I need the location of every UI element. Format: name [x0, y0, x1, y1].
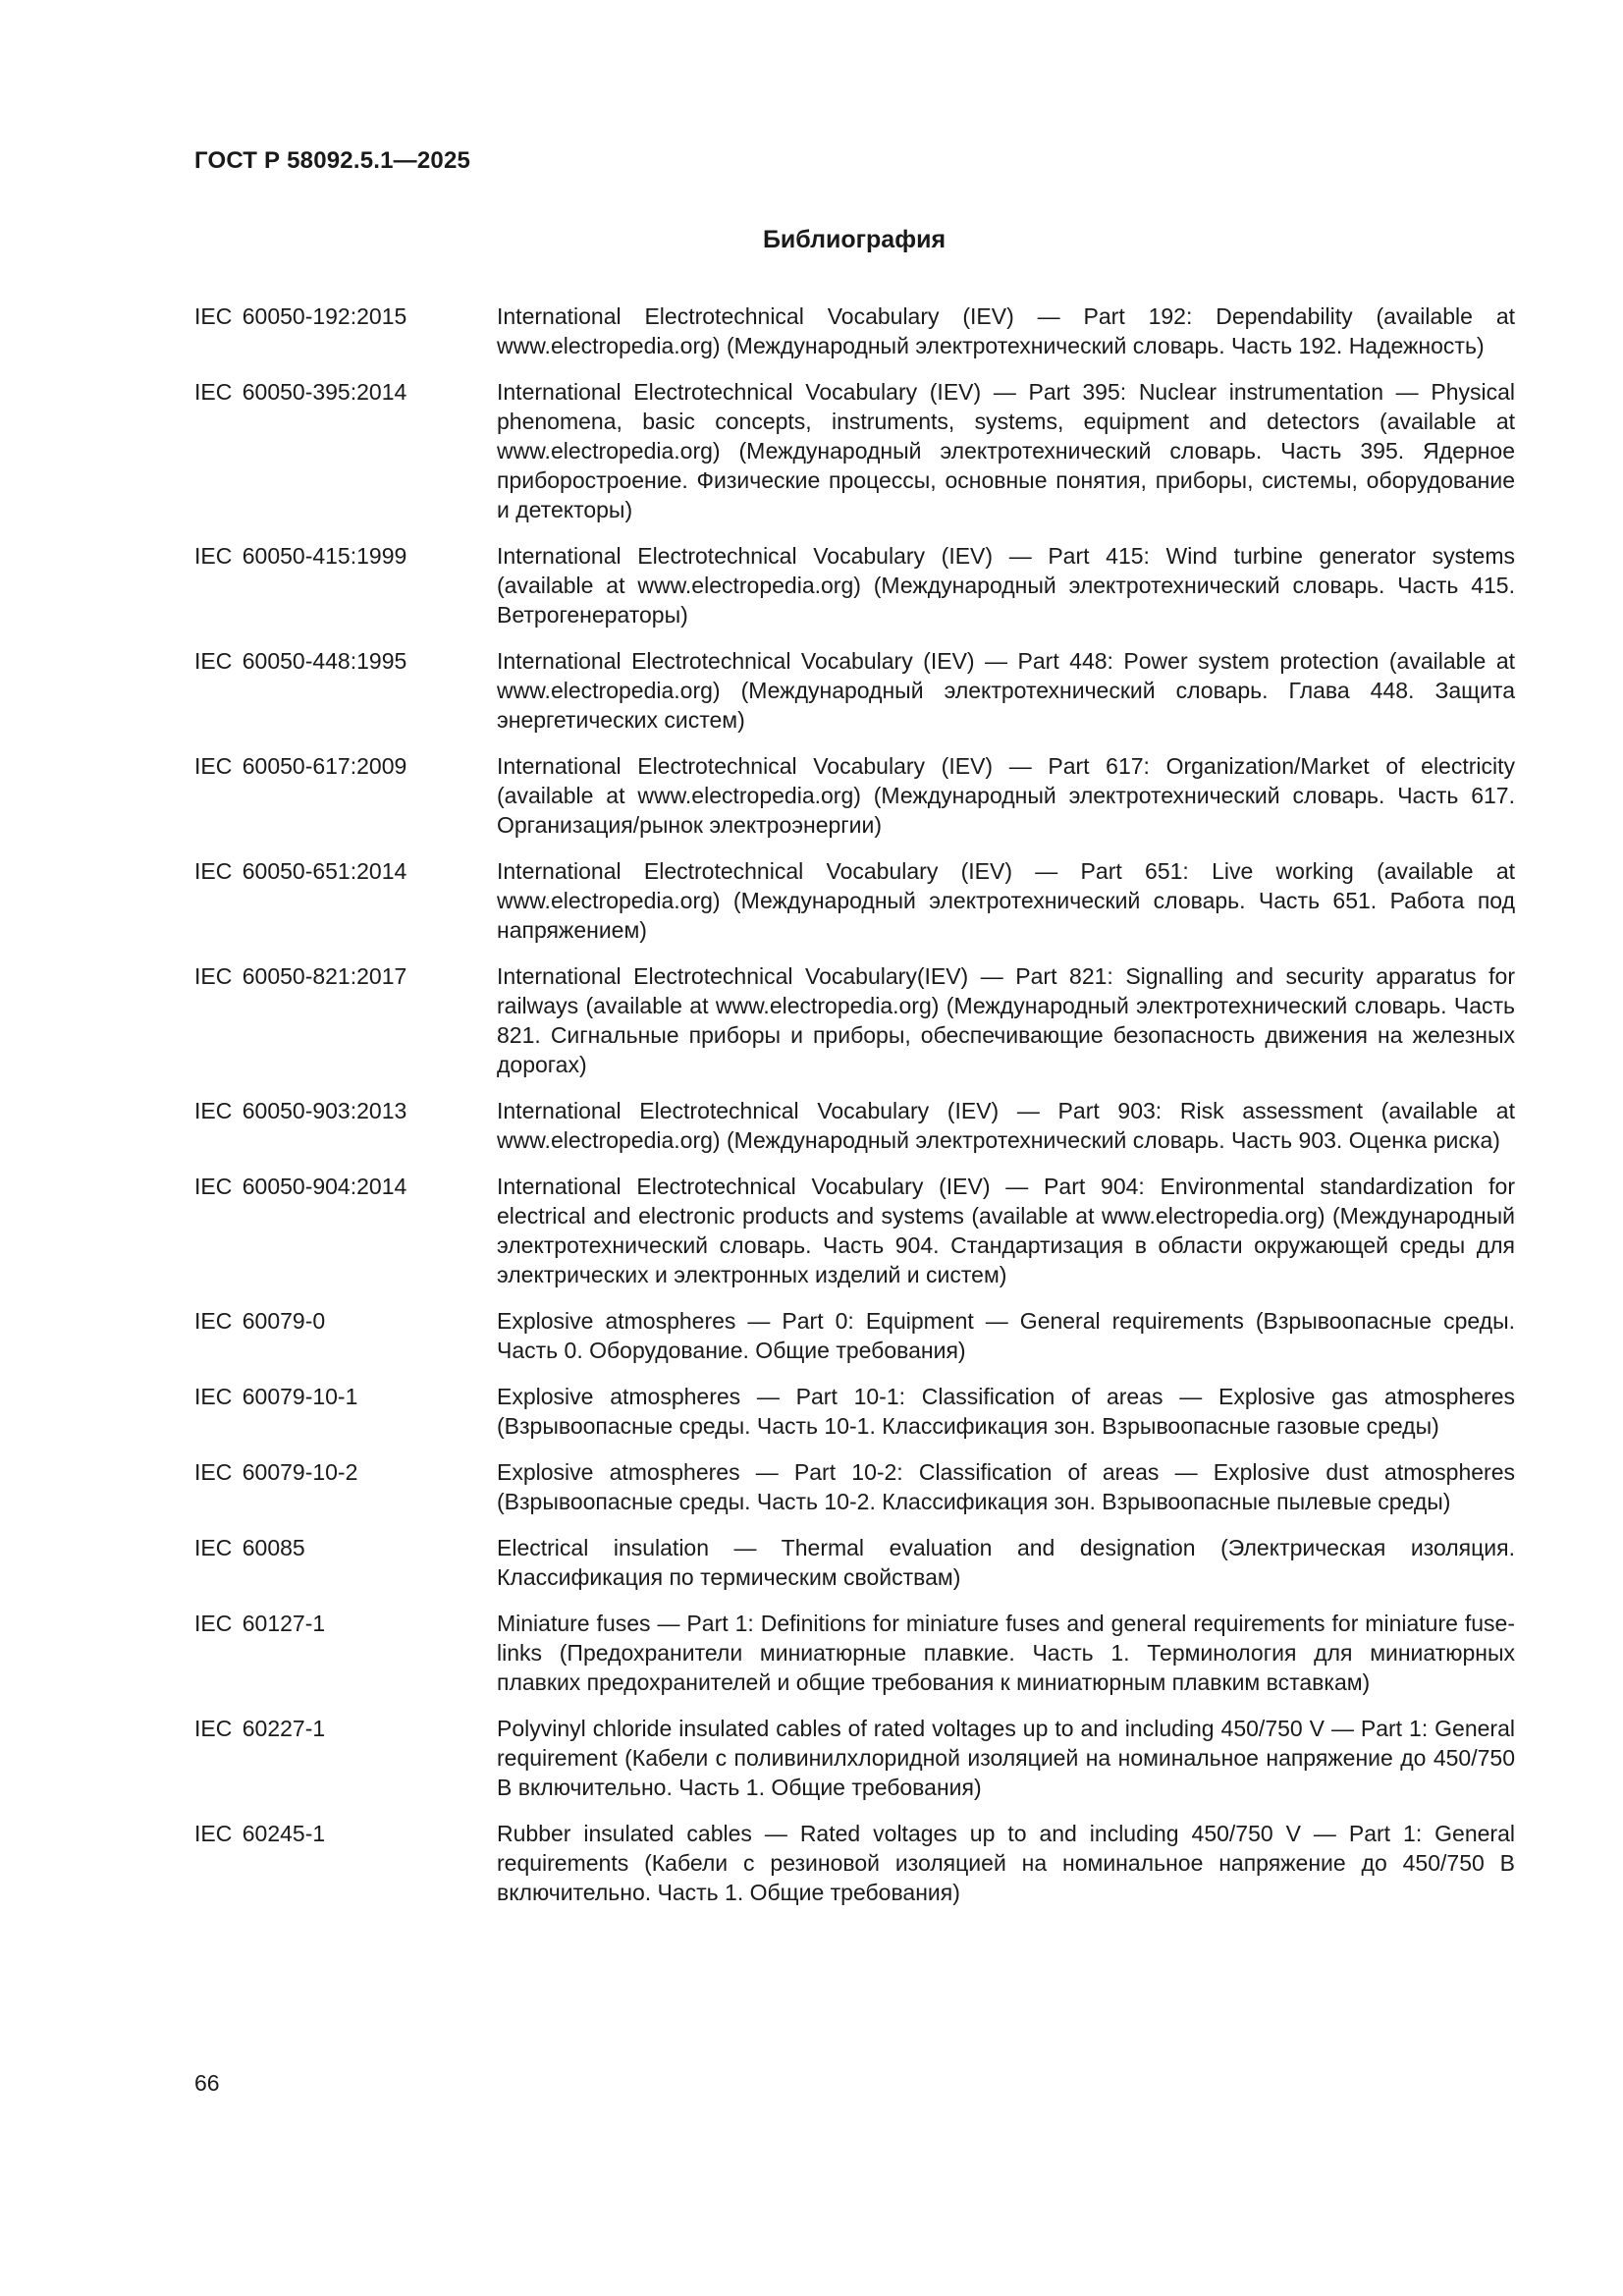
bibliography-entry: [194, 1533, 1515, 1592]
reference-description: International Electrotechnical Vocabulary (IEV) — Part 651: Live working (available at www.electropedia.org) (Международный электротехнический словарь. Часть 651. Работа под напряжением): [497, 858, 1515, 943]
reference-description: International Electrotechnical Vocabulary (IEV) — Part 395: Nuclear instrumentation — Physical phenomena, basic concepts, instruments, systems, equipment and detectors (available at www.electropedia.org) (Международный электротехнический словарь. Часть 395. Ядерное приборостроение. Физические процессы, основные понятия, приборы, системы, оборудование и детекторы): [497, 379, 1515, 522]
reference-code: IEC 60079-10-1: [194, 1384, 358, 1409]
reference-description: International Electrotechnical Vocabulary (IEV) — Part 903: Risk assessment (available at www.electropedia.org) (Международный электротехнический словарь. Часть 903. Оценка риска): [497, 1098, 1515, 1153]
bibliography-entry: [194, 1457, 1515, 1516]
reference-code: IEC 60085: [194, 1535, 305, 1560]
bibliography-list: [194, 301, 1515, 1924]
bibliography-entry: [194, 1096, 1515, 1155]
reference-code: IEC 60050-903:2013: [194, 1098, 407, 1123]
reference-code: IEC 60050-617:2009: [194, 753, 407, 779]
reference-description: International Electrotechnical Vocabulary (IEV) — Part 448: Power system protection (available at www.electropedia.org) (Международный электротехнический словарь. Глава 448. Защита энергетических систем): [497, 648, 1515, 733]
page-number: 66: [194, 2070, 220, 2096]
reference-code: IEC 60050-192:2015: [194, 303, 407, 329]
bibliography-entry: [194, 1609, 1515, 1697]
reference-code: IEC 60079-0: [194, 1308, 326, 1334]
reference-code: IEC 60245-1: [194, 1821, 326, 1846]
reference-description: International Electrotechnical Vocabulary (IEV) — Part 904: Environmental standardization for electrical and electronic products and systems (available at www.electropedia.org) (Международный электротехнический словарь. Часть 904. Стандартизация в области окружающей среды для электрических и электронных изделий и систем): [497, 1174, 1515, 1287]
reference-code: IEC 60227-1: [194, 1716, 326, 1741]
bibliography-entry: [194, 541, 1515, 629]
bibliography-entry: [194, 961, 1515, 1079]
reference-description: International Electrotechnical Vocabulary (IEV) — Part 617: Organization/Market of electricity (available at www.electropedia.org) (Международный электротехнический словарь. Часть 617. Организация/рынок электроэнергии): [497, 753, 1515, 838]
reference-description: International Electrotechnical Vocabulary(IEV) — Part 821: Signalling and security apparatus for railways (available at www.electropedia.org) (Международный электротехнический словарь. Часть 821. Сигнальные приборы и приборы, обеспечивающие безопасность движения на железных дорогах): [497, 963, 1515, 1077]
reference-description: International Electrotechnical Vocabulary (IEV) — Part 192: Dependability (available at www.electropedia.org) (Международный электротехнический словарь. Часть 192. Надежность): [497, 303, 1515, 358]
bibliography-entry: [194, 301, 1515, 360]
bibliography-entry: [194, 377, 1515, 524]
bibliography-entry: [194, 1714, 1515, 1802]
bibliography-entry: [194, 1306, 1515, 1365]
reference-description: Explosive atmospheres — Part 10-1: Classification of areas — Explosive gas atmospheres (Взрывоопасные среды. Часть 10-1. Классификация зон. Взрывоопасные газовые среды): [497, 1384, 1515, 1439]
reference-code: IEC 60050-448:1995: [194, 648, 407, 674]
reference-description: Miniature fuses — Part 1: Definitions for miniature fuses and general requirements for miniature fuse-links (Предохранители миниатюрные плавкие. Часть 1. Терминология для миниатюрных плавких предохранителей и общие требования к миниатюрным плавким вставкам): [497, 1611, 1515, 1695]
reference-description: Explosive atmospheres — Part 10-2: Classification of areas — Explosive dust atmospheres (Взрывоопасные среды. Часть 10-2. Классификация зон. Взрывоопасные пылевые среды): [497, 1459, 1515, 1514]
reference-code: IEC 60050-395:2014: [194, 379, 407, 405]
bibliography-entry: [194, 1819, 1515, 1907]
bibliography-entry: [194, 856, 1515, 945]
reference-code: IEC 60127-1: [194, 1611, 326, 1636]
bibliography-entry: [194, 751, 1515, 840]
reference-description: Rubber insulated cables — Rated voltages up to and including 450/750 V — Part 1: General requirements (Кабели с резиновой изоляцией на номинальное напряжение до 450/750 В включительно. Часть 1. Общие требования): [497, 1821, 1515, 1905]
reference-description: Electrical insulation — Thermal evaluation and designation (Электрическая изоляция. Классификация по термическим свойствам): [497, 1535, 1515, 1590]
bibliography-entry: [194, 646, 1515, 735]
reference-code: IEC 60050-821:2017: [194, 963, 407, 989]
reference-code: IEC 60050-415:1999: [194, 543, 407, 569]
reference-description: International Electrotechnical Vocabulary (IEV) — Part 415: Wind turbine generator systems (available at www.electropedia.org) (Международный электротехнический словарь. Часть 415. Ветрогенераторы): [497, 543, 1515, 628]
reference-description: Polyvinyl chloride insulated cables of rated voltages up to and including 450/750 V — Part 1: General requirement (Кабели с поливинилхлоридной изоляцией на номинальное напряжение до 450/750 В включительно. Часть 1. Общие требования): [497, 1716, 1515, 1800]
bibliography-entry: [194, 1172, 1515, 1289]
reference-description: Explosive atmospheres — Part 0: Equipment — General requirements (Взрывоопасные среды. Часть 0. Оборудование. Общие требования): [497, 1308, 1515, 1363]
reference-code: IEC 60079-10-2: [194, 1459, 358, 1485]
document-code: ГОСТ Р 58092.5.1—2025: [194, 147, 471, 174]
section-title: Библиография: [762, 226, 947, 253]
reference-code: IEC 60050-904:2014: [194, 1174, 407, 1199]
bibliography-entry: [194, 1382, 1515, 1441]
reference-code: IEC 60050-651:2014: [194, 858, 407, 884]
